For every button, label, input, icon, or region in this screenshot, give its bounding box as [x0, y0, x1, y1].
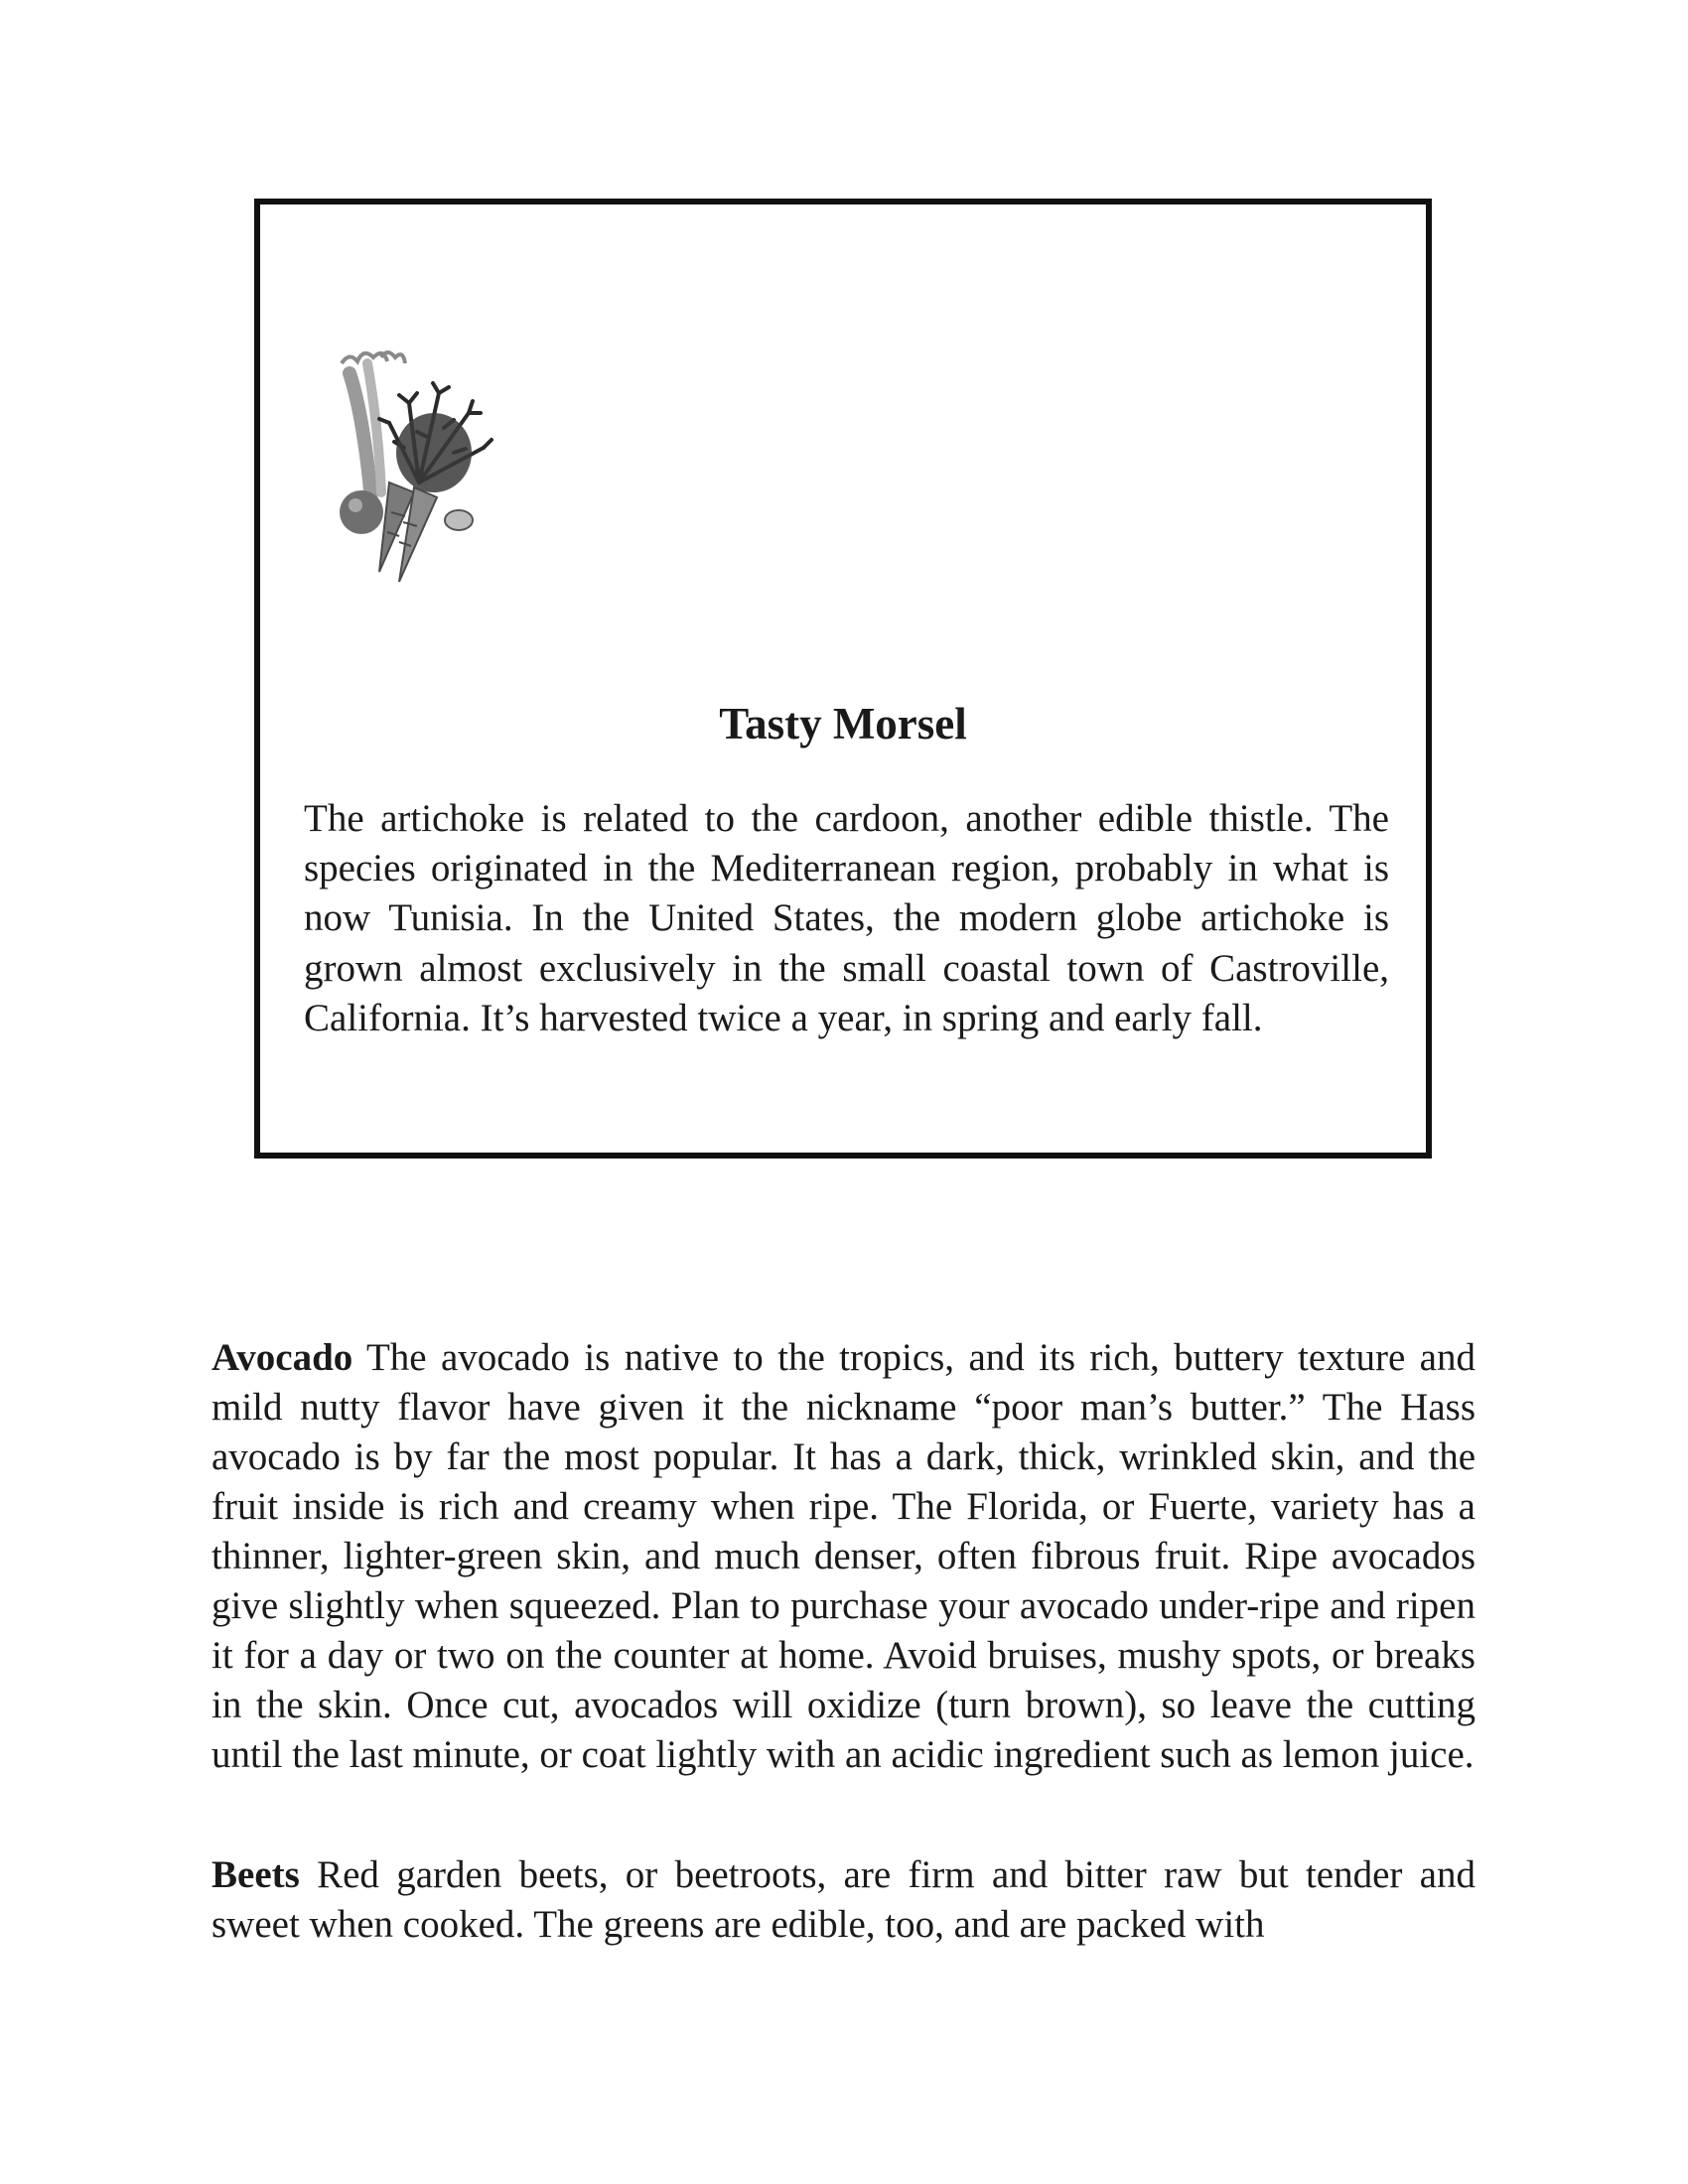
vegetable-bunch-illustration-icon [320, 343, 508, 602]
entry-term: Beets [211, 1853, 300, 1896]
entry-text: The avocado is native to the tropics, and its rich, buttery texture and mild nutty flavor have given it the nickname “poor man’s butter.” The Hass avocado is by far the most popular. It has a dark, thick, wrinkled skin, and the fruit inside is rich and creamy when ripe. The Florida, or Fuerte, variety has a thinner, lighter-green skin, and much denser, often fibrous fruit. Ripe avocados give slightly when squeezed. Plan to purchase your avocado under-ripe and ripen it for a day or two on the counter at home. Avoid bruises, mushy spots, or breaks in the skin. Once cut, avocados will oxidize (turn brown), so leave the cutting until the last minute, or coat lightly with an acidic ingredient such as lemon juice. [211, 1336, 1476, 1776]
entry-text: Red garden beets, or beetroots, are firm and bitter raw but tender and sweet when cooked. The greens are edible, too, and are packed with [211, 1853, 1476, 1946]
tasty-morsel-sidebar [254, 199, 1432, 1159]
entry-avocado [211, 1333, 1476, 1780]
sidebar-body: The artichoke is related to the cardoon, another edible thistle. The species originated in the Mediterranean region, probably in what is now Tunisia. In the United States, the modern globe artichoke is grown almost exclusively in the small coastal town of Castroville, California. It’s harvested twice a year, in spring and early fall. [304, 797, 1389, 1039]
sidebar-title: Tasty Morsel [719, 699, 967, 749]
entry-beets [211, 1850, 1476, 1950]
entry-term: Avocado [211, 1336, 353, 1379]
